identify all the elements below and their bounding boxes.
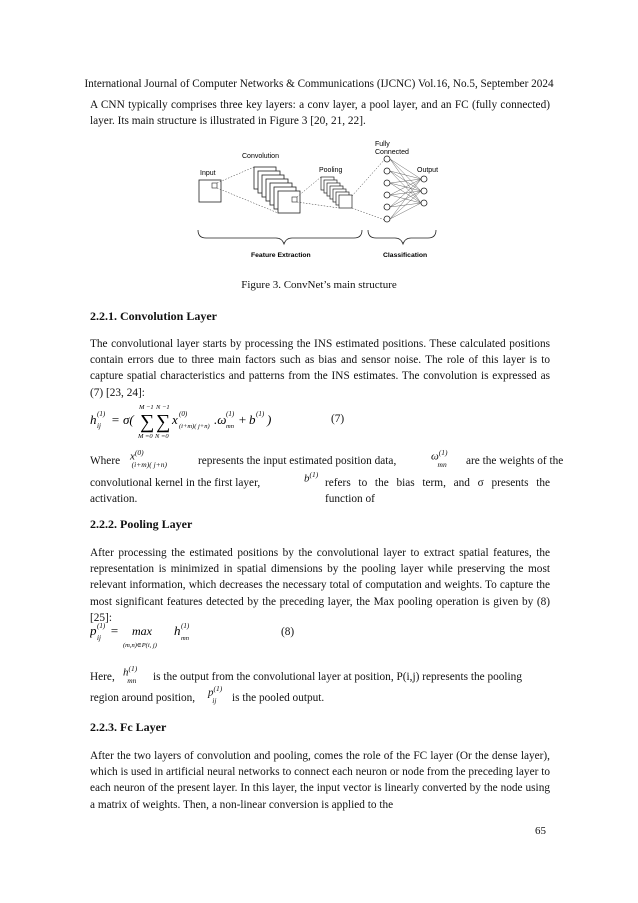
conv-kernel bbox=[292, 197, 297, 202]
feature-extraction-label: Feature Extraction bbox=[251, 252, 311, 259]
svg-text:mn: mn bbox=[226, 423, 234, 430]
output-label: Output bbox=[417, 167, 439, 174]
svg-text:+: + bbox=[238, 412, 247, 427]
where-line-3: activation. bbox=[90, 493, 138, 505]
svg-text:M −1: M −1 bbox=[139, 404, 154, 411]
fc-paragraph: After the two layers of convolution and pooling, comes the role of the FC layer (Or the dense layer), which is used in artificial neural networks to connect each neuron or node from the preceding layer to each neuron of the present layer. In this layer, the input vector is linearly converted by the node using a matrix of weights. Then, a non-linear conversion is applied to the bbox=[90, 750, 550, 811]
svg-text:(i+m)( j+n): (i+m)( j+n) bbox=[179, 423, 210, 430]
running-header: International Journal of Computer Networks & Communications (IJCNC) Vol.16, No.5, September 2024 bbox=[84, 78, 554, 90]
svg-text:N −1: N −1 bbox=[156, 404, 170, 411]
pooling-stack bbox=[321, 177, 352, 208]
where-line-2b: refers to the bias term, and σ presents the function of bbox=[325, 477, 550, 506]
b-symbol: $b^{(1)}$ bbox=[304, 470, 319, 485]
input-map bbox=[199, 180, 221, 202]
where-line-2: convolutional kernel in the first layer, bbox=[90, 477, 261, 489]
equation-8-number: (8) bbox=[281, 626, 295, 638]
svg-text:mn: mn bbox=[181, 635, 189, 642]
svg-text:∑: ∑ bbox=[156, 411, 171, 433]
input-label: Input bbox=[200, 170, 216, 177]
where-word: Where bbox=[90, 455, 121, 467]
convolution-stack bbox=[254, 167, 300, 213]
connection-lines bbox=[217, 159, 385, 220]
here-line-2b: is the pooled output. bbox=[232, 692, 325, 704]
svg-text:.ω: .ω bbox=[214, 412, 227, 427]
svg-text:M =0: M =0 bbox=[138, 433, 153, 440]
page-number: 65 bbox=[535, 825, 546, 837]
fully-label: Fully bbox=[375, 141, 390, 148]
svg-text:=: = bbox=[110, 623, 119, 638]
svg-text:max: max bbox=[132, 624, 152, 638]
where-line-1b: represents the input estimated position data, bbox=[198, 455, 397, 467]
x-symbol: $x^{(0)}_{(i+m)( j+n)}$ bbox=[130, 448, 167, 469]
svg-text:ij: ij bbox=[97, 422, 101, 430]
h-symbol: $h^{(1)}_{mn}$ bbox=[123, 664, 138, 685]
where-line-1c: are the weights of the bbox=[466, 455, 564, 467]
svg-text:(1): (1) bbox=[226, 410, 235, 418]
svg-text:ij: ij bbox=[97, 634, 101, 642]
feature-brace bbox=[198, 230, 362, 244]
svg-text:x: x bbox=[172, 412, 178, 427]
classification-label: Classification bbox=[383, 252, 428, 259]
intro-paragraph: A CNN typically comprises three key layers: a conv layer, a pool layer, and an FC (fully connected) layer. Its main structure is illustrated in Figure 3 [20, 21, 22]. bbox=[90, 99, 550, 128]
svg-text:= σ(: = σ( bbox=[111, 412, 134, 427]
input-kernel bbox=[212, 183, 217, 188]
p-symbol: $p^{(1)}_{ij}$ bbox=[208, 684, 223, 705]
svg-text:(0): (0) bbox=[179, 410, 188, 418]
connected-label: Connected bbox=[375, 149, 409, 156]
svg-text:p: p bbox=[90, 623, 97, 638]
svg-text:b: b bbox=[249, 412, 256, 427]
equation-7 bbox=[90, 398, 290, 446]
omega-symbol: $\omega^{(1)}_{mn}$ bbox=[431, 448, 448, 469]
svg-text:(1): (1) bbox=[97, 410, 106, 418]
convnet-figure bbox=[190, 134, 460, 264]
section-title-pool: 2.2.2. Pooling Layer bbox=[90, 517, 193, 531]
here-word: Here, bbox=[90, 671, 115, 683]
svg-text:(1): (1) bbox=[256, 410, 265, 418]
svg-text:∑: ∑ bbox=[140, 411, 155, 433]
svg-text:h: h bbox=[90, 412, 97, 427]
section-title-fc: 2.2.3. Fc Layer bbox=[90, 720, 167, 734]
svg-text:h: h bbox=[174, 623, 181, 638]
here-line-1b: is the output from the convolutional layer at position, P(i,j) represents the pooling bbox=[153, 671, 522, 683]
svg-text:(1): (1) bbox=[181, 622, 190, 630]
equation-8 bbox=[90, 619, 210, 657]
section-title-conv: 2.2.1. Convolution Layer bbox=[90, 309, 218, 323]
svg-text:): ) bbox=[267, 412, 272, 427]
pooling-label: Pooling bbox=[319, 167, 343, 174]
fc-nodes bbox=[384, 156, 390, 222]
svg-text:N =0: N =0 bbox=[155, 433, 169, 440]
pool-paragraph: After processing the estimated positions by the convolutional layer to extract spatial features, the representation is minimized in spatial dimensions by the pooling layer while preserving the most relevant information, which decreases the necessary total of computation and weights. To capture the most significant features detected by the preceding layer, the Max pooling operation is given by (8) [25]: bbox=[90, 547, 550, 624]
figure-caption: Figure 3. ConvNet’s main structure bbox=[241, 279, 397, 291]
where-line-1 bbox=[90, 453, 120, 469]
svg-text:(m,n)∈P(i, j): (m,n)∈P(i, j) bbox=[123, 642, 157, 649]
equation-7-number: (7) bbox=[331, 413, 345, 425]
output-nodes bbox=[421, 176, 427, 206]
svg-text:(1): (1) bbox=[97, 622, 106, 630]
classification-brace bbox=[368, 230, 436, 244]
here-line-2: region around position, bbox=[90, 692, 196, 704]
conv-paragraph: The convolutional layer starts by processing the INS estimated positions. These calculated positions contain errors due to three main factors such as bias and sensor noise. The role of this layer is to capture spatial characteristics and patterns from the INS estimates. The convolution is expressed as (7) [23, 24]: bbox=[90, 338, 550, 399]
convolution-label: Convolution bbox=[242, 153, 279, 160]
